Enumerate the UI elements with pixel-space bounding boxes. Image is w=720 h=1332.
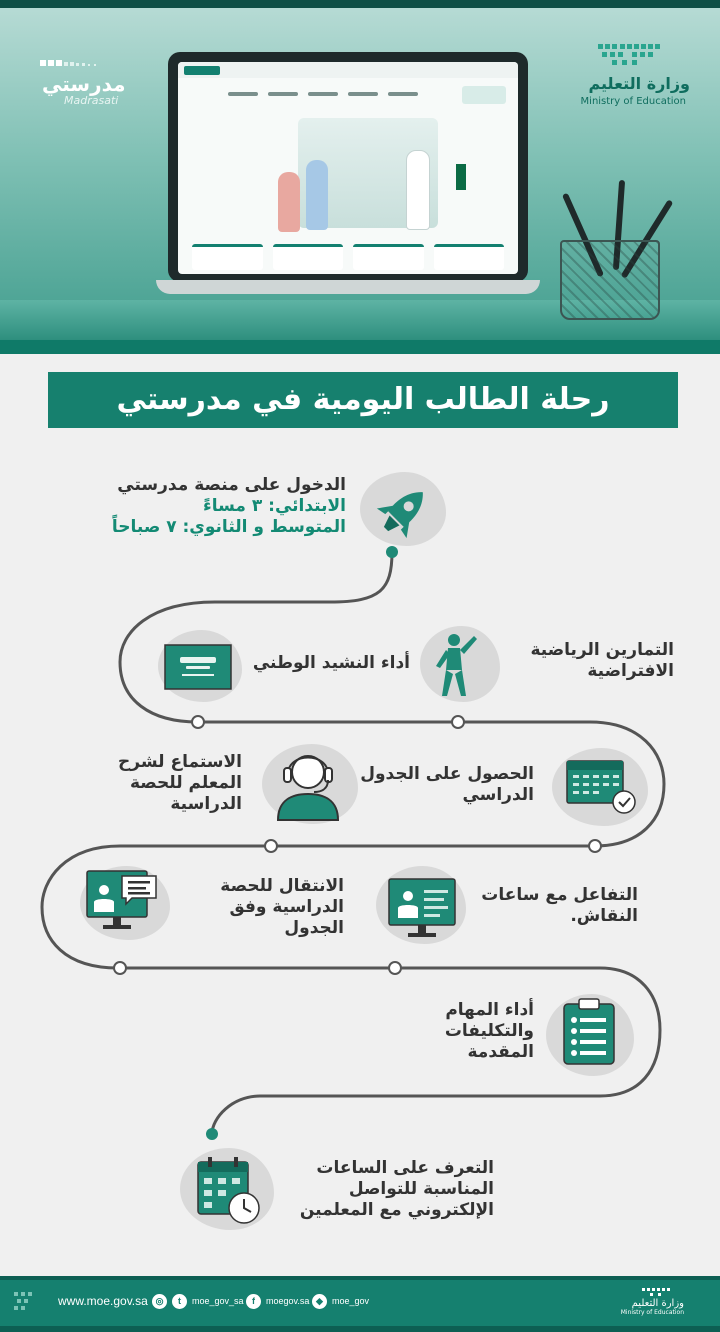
step-discussion-line: النقاش. — [570, 906, 638, 926]
instagram-link[interactable] — [152, 1292, 167, 1310]
twitter-link[interactable] — [172, 1292, 244, 1310]
step-login-secondary-time: المتوسط و الثانوي: ٧ صباحاً — [111, 517, 346, 537]
madrasati-logo-arabic: مدرستي — [42, 72, 126, 96]
path-node — [206, 1128, 218, 1140]
saudi-flag-icon — [164, 644, 232, 690]
path-node — [114, 962, 126, 974]
snapchat-icon: ◆ — [312, 1294, 327, 1309]
footer-ministry-english: Ministry of Education — [620, 1309, 684, 1316]
footer-ministry-logo — [604, 1286, 684, 1318]
rocket-icon — [370, 482, 436, 542]
step-listen-text — [82, 752, 242, 815]
madrasati-logo-english: Madrasati — [64, 94, 119, 107]
ministry-logo-arabic: وزارة التعليم — [588, 74, 690, 93]
step-contact-line: الإلكتروني مع المعلمين — [299, 1200, 494, 1220]
step-login-text — [90, 475, 346, 538]
step-tasks-line: والتكليفات — [444, 1021, 534, 1041]
facebook-link[interactable] — [246, 1292, 309, 1310]
step-listen-line: الاستماع لشرح — [118, 752, 242, 772]
step-login-line: الدخول على منصة مدرستي — [117, 475, 346, 495]
page-title: رحلة الطالب اليومية في مدرستي — [116, 382, 610, 417]
step-listen-line: المعلم للحصة — [129, 773, 242, 793]
footer — [0, 1276, 720, 1332]
step-exercise-text — [506, 640, 674, 682]
footer-ministry-arabic: وزارة التعليم — [631, 1298, 684, 1309]
step-move-line: الدراسية وفق — [229, 897, 344, 917]
step-discussion-line: التفاعل مع ساعات — [481, 885, 638, 905]
twitter-icon: t — [172, 1294, 187, 1309]
step-anthem-line: أداء النشيد الوطني — [252, 653, 410, 673]
path-node — [386, 546, 398, 558]
headset-teacher-icon — [268, 742, 348, 822]
footer-ministry-icon — [640, 1286, 680, 1298]
step-exercise-line: الافتراضية — [587, 661, 674, 681]
snapchat-link[interactable] — [312, 1292, 369, 1310]
step-exercise-line: التمارين الرياضية — [530, 640, 674, 660]
step-login-primary-time: الابتدائي: ٣ مساءً — [203, 496, 346, 516]
monitor-user-icon — [388, 878, 458, 942]
twitter-handle: moe_gov_sa — [192, 1296, 244, 1306]
step-contact-line: التعرف على الساعات — [316, 1158, 494, 1178]
step-contact-line: المناسبة للتواصل — [348, 1179, 494, 1199]
step-move-line: الانتقال للحصة — [220, 876, 344, 896]
step-discussion-text — [474, 885, 638, 927]
step-tasks-line: المقدمة — [467, 1042, 534, 1062]
snapchat-handle: moe_gov — [332, 1296, 370, 1306]
path-node — [452, 716, 464, 728]
facebook-handle: moegov.sa — [266, 1296, 310, 1306]
path-node — [265, 840, 277, 852]
ministry-logo-english: Ministry of Education — [580, 96, 686, 107]
website-link[interactable]: www.moe.gov.sa — [58, 1294, 148, 1308]
step-move-text — [178, 876, 344, 939]
step-tasks-line: أداء المهام — [445, 1000, 534, 1020]
path-node — [589, 840, 601, 852]
calendar-clock-icon — [196, 1156, 264, 1226]
clipboard-list-icon — [562, 998, 618, 1066]
monitor-chat-icon — [86, 870, 158, 934]
step-move-line: الجدول — [284, 918, 344, 938]
step-schedule-text — [360, 764, 534, 806]
path-node — [192, 716, 204, 728]
step-schedule-line: الحصول على الجدول — [360, 764, 534, 784]
path-node — [389, 962, 401, 974]
footer-dots-icon — [12, 1290, 52, 1314]
calendar-check-icon — [566, 760, 638, 816]
exercise-person-icon — [432, 632, 482, 698]
step-schedule-line: الدراسي — [462, 785, 534, 805]
step-anthem-text — [252, 653, 410, 674]
instagram-icon: ◎ — [152, 1294, 167, 1309]
step-listen-line: الدراسية — [170, 794, 242, 814]
step-contact-text — [286, 1158, 494, 1221]
facebook-icon: f — [246, 1294, 261, 1309]
step-tasks-text — [362, 1000, 534, 1063]
